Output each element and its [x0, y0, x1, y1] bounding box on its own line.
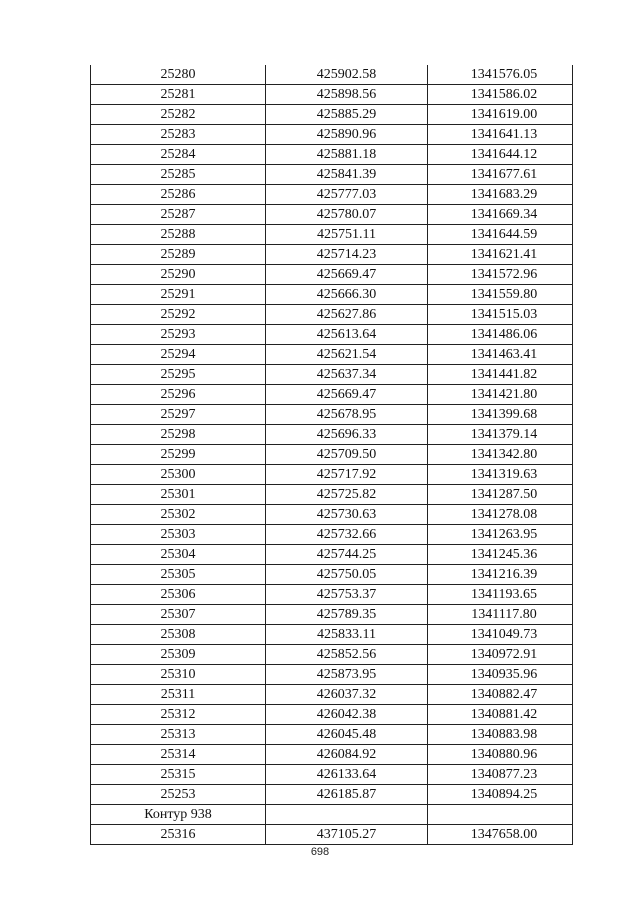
table-row: [91, 505, 573, 525]
table-row: [91, 745, 573, 765]
point-number-cell: 25293: [91, 325, 266, 345]
point-number-cell: 25281: [91, 85, 266, 105]
table-row: [91, 185, 573, 205]
table-row: [91, 245, 573, 265]
point-number-cell: 25315: [91, 765, 266, 785]
point-number-cell: 25290: [91, 265, 266, 285]
table-row: [91, 145, 573, 165]
x-coordinate-cell: 425780.07: [266, 205, 428, 225]
table-row: [91, 525, 573, 545]
y-coordinate-cell: 1341342.80: [428, 445, 573, 465]
x-coordinate-cell: 425885.29: [266, 105, 428, 125]
y-coordinate-cell: 1340882.47: [428, 685, 573, 705]
page-number: 698: [310, 846, 330, 858]
table-row: [91, 225, 573, 245]
point-number-cell: 25303: [91, 525, 266, 545]
point-number-cell: 25253: [91, 785, 266, 805]
y-coordinate-cell: 1341193.65: [428, 585, 573, 605]
x-coordinate-cell: 425717.92: [266, 465, 428, 485]
table-row: [91, 625, 573, 645]
table-row: [91, 545, 573, 565]
y-coordinate-cell: 1341263.95: [428, 525, 573, 545]
point-number-cell: 25307: [91, 605, 266, 625]
x-coordinate-cell: 425637.34: [266, 365, 428, 385]
x-coordinate-cell: 425789.35: [266, 605, 428, 625]
point-number-cell: 25298: [91, 425, 266, 445]
y-coordinate-cell: 1341644.59: [428, 225, 573, 245]
x-coordinate-cell: 425613.64: [266, 325, 428, 345]
x-coordinate-cell: 426084.92: [266, 745, 428, 765]
point-number-cell: 25284: [91, 145, 266, 165]
x-coordinate-cell: 425621.54: [266, 345, 428, 365]
point-number-cell: 25311: [91, 685, 266, 705]
y-coordinate-cell: 1341486.06: [428, 325, 573, 345]
y-coordinate-cell: 1340883.98: [428, 725, 573, 745]
x-coordinate-cell: 425881.18: [266, 145, 428, 165]
table-row: [91, 705, 573, 725]
table-row: [91, 805, 573, 825]
table-row: [91, 305, 573, 325]
table-row: [91, 285, 573, 305]
point-number-cell: 25285: [91, 165, 266, 185]
table-row: [91, 265, 573, 285]
x-coordinate-cell: 426045.48: [266, 725, 428, 745]
coordinates-table-body: [91, 65, 573, 845]
y-coordinate-cell: 1340881.42: [428, 705, 573, 725]
y-coordinate-cell: 1341619.00: [428, 105, 573, 125]
table-row: [91, 485, 573, 505]
x-coordinate-cell: 425714.23: [266, 245, 428, 265]
y-coordinate-cell: 1341576.05: [428, 65, 573, 85]
y-coordinate-cell: 1341399.68: [428, 405, 573, 425]
point-number-cell: 25312: [91, 705, 266, 725]
x-coordinate-cell: 425751.11: [266, 225, 428, 245]
point-number-cell: 25292: [91, 305, 266, 325]
table-row: [91, 665, 573, 685]
point-number-cell: 25280: [91, 65, 266, 85]
point-number-cell: 25316: [91, 825, 266, 845]
y-coordinate-cell: 1341278.08: [428, 505, 573, 525]
x-coordinate-cell: 425732.66: [266, 525, 428, 545]
point-number-cell: 25296: [91, 385, 266, 405]
y-coordinate-cell: 1341586.02: [428, 85, 573, 105]
table-row: [91, 205, 573, 225]
y-coordinate-cell: 1341515.03: [428, 305, 573, 325]
x-coordinate-cell: 425890.96: [266, 125, 428, 145]
y-coordinate-cell: 1341644.12: [428, 145, 573, 165]
table-row: [91, 465, 573, 485]
point-number-cell: 25294: [91, 345, 266, 365]
table-row: [91, 645, 573, 665]
table-row: [91, 85, 573, 105]
point-number-cell: Контур 938: [91, 805, 266, 825]
point-number-cell: 25286: [91, 185, 266, 205]
point-number-cell: 25309: [91, 645, 266, 665]
x-coordinate-cell: 437105.27: [266, 825, 428, 845]
point-number-cell: 25314: [91, 745, 266, 765]
point-number-cell: 25305: [91, 565, 266, 585]
y-coordinate-cell: 1341559.80: [428, 285, 573, 305]
y-coordinate-cell: 1347658.00: [428, 825, 573, 845]
table-row: [91, 605, 573, 625]
x-coordinate-cell: 425666.30: [266, 285, 428, 305]
point-number-cell: 25310: [91, 665, 266, 685]
point-number-cell: 25308: [91, 625, 266, 645]
table-row: [91, 585, 573, 605]
table-row: [91, 65, 573, 85]
point-number-cell: 25297: [91, 405, 266, 425]
y-coordinate-cell: 1341049.73: [428, 625, 573, 645]
table-row: [91, 565, 573, 585]
point-number-cell: 25300: [91, 465, 266, 485]
point-number-cell: 25299: [91, 445, 266, 465]
table-row: [91, 125, 573, 145]
x-coordinate-cell: 425852.56: [266, 645, 428, 665]
table-row: [91, 105, 573, 125]
y-coordinate-cell: 1341216.39: [428, 565, 573, 585]
x-coordinate-cell: 425725.82: [266, 485, 428, 505]
table-row: [91, 345, 573, 365]
y-coordinate-cell: 1341287.50: [428, 485, 573, 505]
point-number-cell: 25288: [91, 225, 266, 245]
x-coordinate-cell: 425750.05: [266, 565, 428, 585]
table-row: [91, 365, 573, 385]
point-number-cell: 25291: [91, 285, 266, 305]
y-coordinate-cell: 1341441.82: [428, 365, 573, 385]
y-coordinate-cell: 1341421.80: [428, 385, 573, 405]
x-coordinate-cell: 426133.64: [266, 765, 428, 785]
y-coordinate-cell: 1340894.25: [428, 785, 573, 805]
x-coordinate-cell: 425678.95: [266, 405, 428, 425]
point-number-cell: 25313: [91, 725, 266, 745]
x-coordinate-cell: 425833.11: [266, 625, 428, 645]
point-number-cell: 25306: [91, 585, 266, 605]
x-coordinate-cell: 426185.87: [266, 785, 428, 805]
y-coordinate-cell: 1341245.36: [428, 545, 573, 565]
x-coordinate-cell: 426042.38: [266, 705, 428, 725]
point-number-cell: 25287: [91, 205, 266, 225]
y-coordinate-cell: 1341677.61: [428, 165, 573, 185]
y-coordinate-cell: 1341319.63: [428, 465, 573, 485]
table-row: [91, 765, 573, 785]
point-number-cell: 25295: [91, 365, 266, 385]
y-coordinate-cell: 1341117.80: [428, 605, 573, 625]
y-coordinate-cell: 1341683.29: [428, 185, 573, 205]
y-coordinate-cell: [428, 805, 573, 825]
x-coordinate-cell: 425841.39: [266, 165, 428, 185]
x-coordinate-cell: 425730.63: [266, 505, 428, 525]
y-coordinate-cell: 1340880.96: [428, 745, 573, 765]
y-coordinate-cell: 1341572.96: [428, 265, 573, 285]
point-number-cell: 25301: [91, 485, 266, 505]
table-row: [91, 325, 573, 345]
y-coordinate-cell: 1341379.14: [428, 425, 573, 445]
x-coordinate-cell: 425709.50: [266, 445, 428, 465]
table-row: [91, 685, 573, 705]
table-row: [91, 825, 573, 845]
y-coordinate-cell: 1341463.41: [428, 345, 573, 365]
point-number-cell: 25304: [91, 545, 266, 565]
x-coordinate-cell: 425898.56: [266, 85, 428, 105]
y-coordinate-cell: 1341669.34: [428, 205, 573, 225]
point-number-cell: 25282: [91, 105, 266, 125]
x-coordinate-cell: 425669.47: [266, 385, 428, 405]
table-row: [91, 385, 573, 405]
coordinates-table: [90, 65, 573, 845]
y-coordinate-cell: 1340972.91: [428, 645, 573, 665]
x-coordinate-cell: [266, 805, 428, 825]
table-row: [91, 785, 573, 805]
point-number-cell: 25302: [91, 505, 266, 525]
x-coordinate-cell: 425627.86: [266, 305, 428, 325]
x-coordinate-cell: 425669.47: [266, 265, 428, 285]
table-row: [91, 165, 573, 185]
x-coordinate-cell: 426037.32: [266, 685, 428, 705]
point-number-cell: 25289: [91, 245, 266, 265]
x-coordinate-cell: 425777.03: [266, 185, 428, 205]
table-row: [91, 445, 573, 465]
y-coordinate-cell: 1340935.96: [428, 665, 573, 685]
table-row: [91, 725, 573, 745]
table-row: [91, 425, 573, 445]
x-coordinate-cell: 425902.58: [266, 65, 428, 85]
y-coordinate-cell: 1340877.23: [428, 765, 573, 785]
y-coordinate-cell: 1341641.13: [428, 125, 573, 145]
x-coordinate-cell: 425696.33: [266, 425, 428, 445]
table-row: [91, 405, 573, 425]
point-number-cell: 25283: [91, 125, 266, 145]
x-coordinate-cell: 425873.95: [266, 665, 428, 685]
y-coordinate-cell: 1341621.41: [428, 245, 573, 265]
x-coordinate-cell: 425753.37: [266, 585, 428, 605]
x-coordinate-cell: 425744.25: [266, 545, 428, 565]
